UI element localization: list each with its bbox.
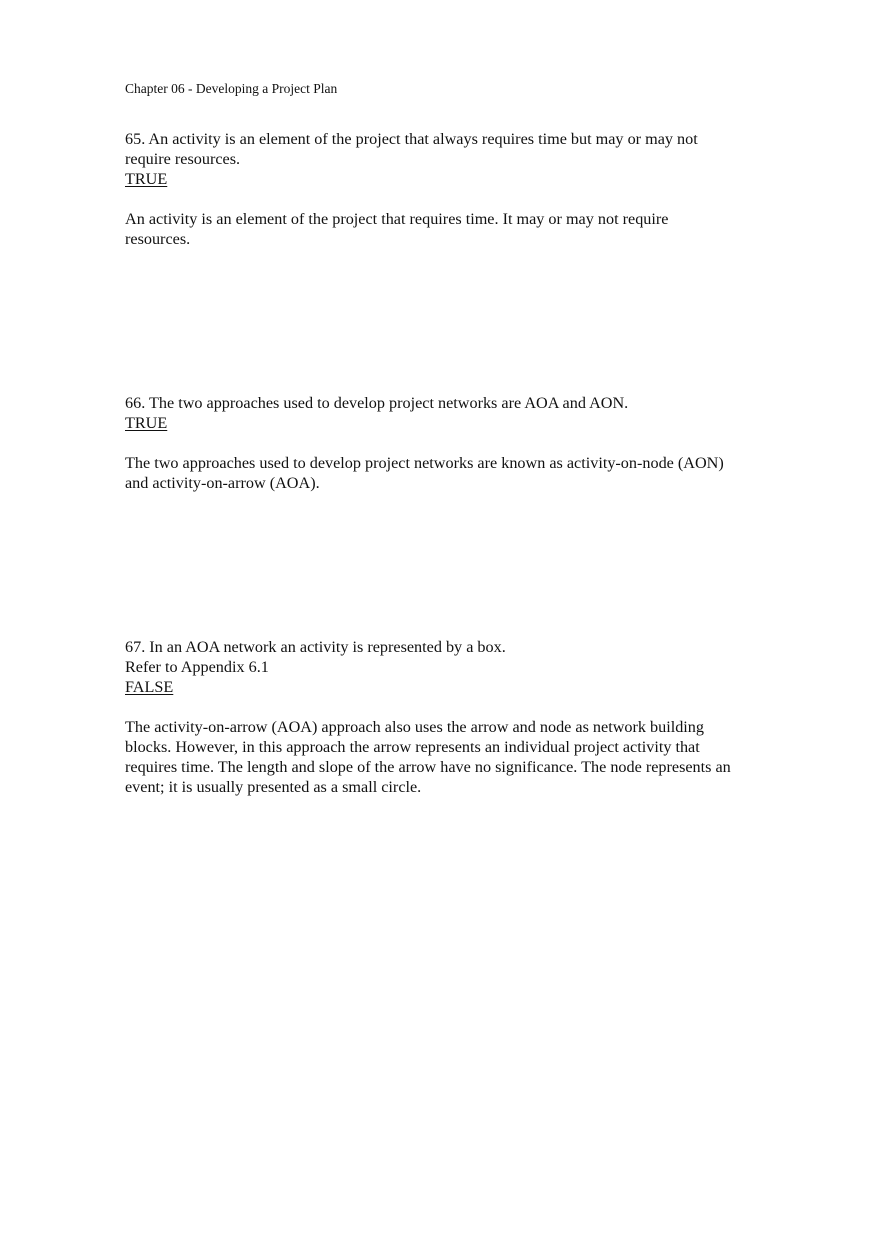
- explanation-line: The two approaches used to develop project networks are known as activity-on-node (AON): [125, 454, 724, 472]
- answer-label: FALSE: [125, 678, 174, 696]
- question-text-line: require resources.: [125, 150, 241, 168]
- question-text-line: 66. The two approaches used to develop project networks are AOA and AON.: [125, 394, 629, 412]
- explanation-line: blocks. However, in this approach the arrow represents an individual project activity that: [125, 738, 700, 756]
- explanation: [125, 453, 785, 493]
- question-65: [125, 129, 785, 249]
- page-header: Chapter 06 - Developing a Project Plan: [125, 81, 338, 96]
- explanation: [125, 209, 785, 249]
- explanation-line: The activity-on-arrow (AOA) approach also uses the arrow and node as network building: [125, 718, 704, 736]
- explanation-line: resources.: [125, 230, 191, 248]
- question-66: [125, 393, 785, 493]
- question-text-line: 65. An activity is an element of the project that always requires time but may or may not: [125, 130, 698, 148]
- question-67: [125, 637, 785, 797]
- explanation-line: requires time. The length and slope of the arrow have no significance. The node represents an: [125, 758, 731, 776]
- question-text-line: Refer to Appendix 6.1: [125, 658, 269, 676]
- question-text-line: 67. In an AOA network an activity is represented by a box.: [125, 638, 506, 656]
- answer-label: TRUE: [125, 414, 168, 432]
- explanation-line: An activity is an element of the project that requires time. It may or may not require: [125, 210, 669, 228]
- answer-label: TRUE: [125, 170, 168, 188]
- explanation-line: and activity-on-arrow (AOA).: [125, 474, 320, 492]
- explanation-line: event; it is usually presented as a small circle.: [125, 778, 422, 796]
- explanation: [125, 717, 785, 797]
